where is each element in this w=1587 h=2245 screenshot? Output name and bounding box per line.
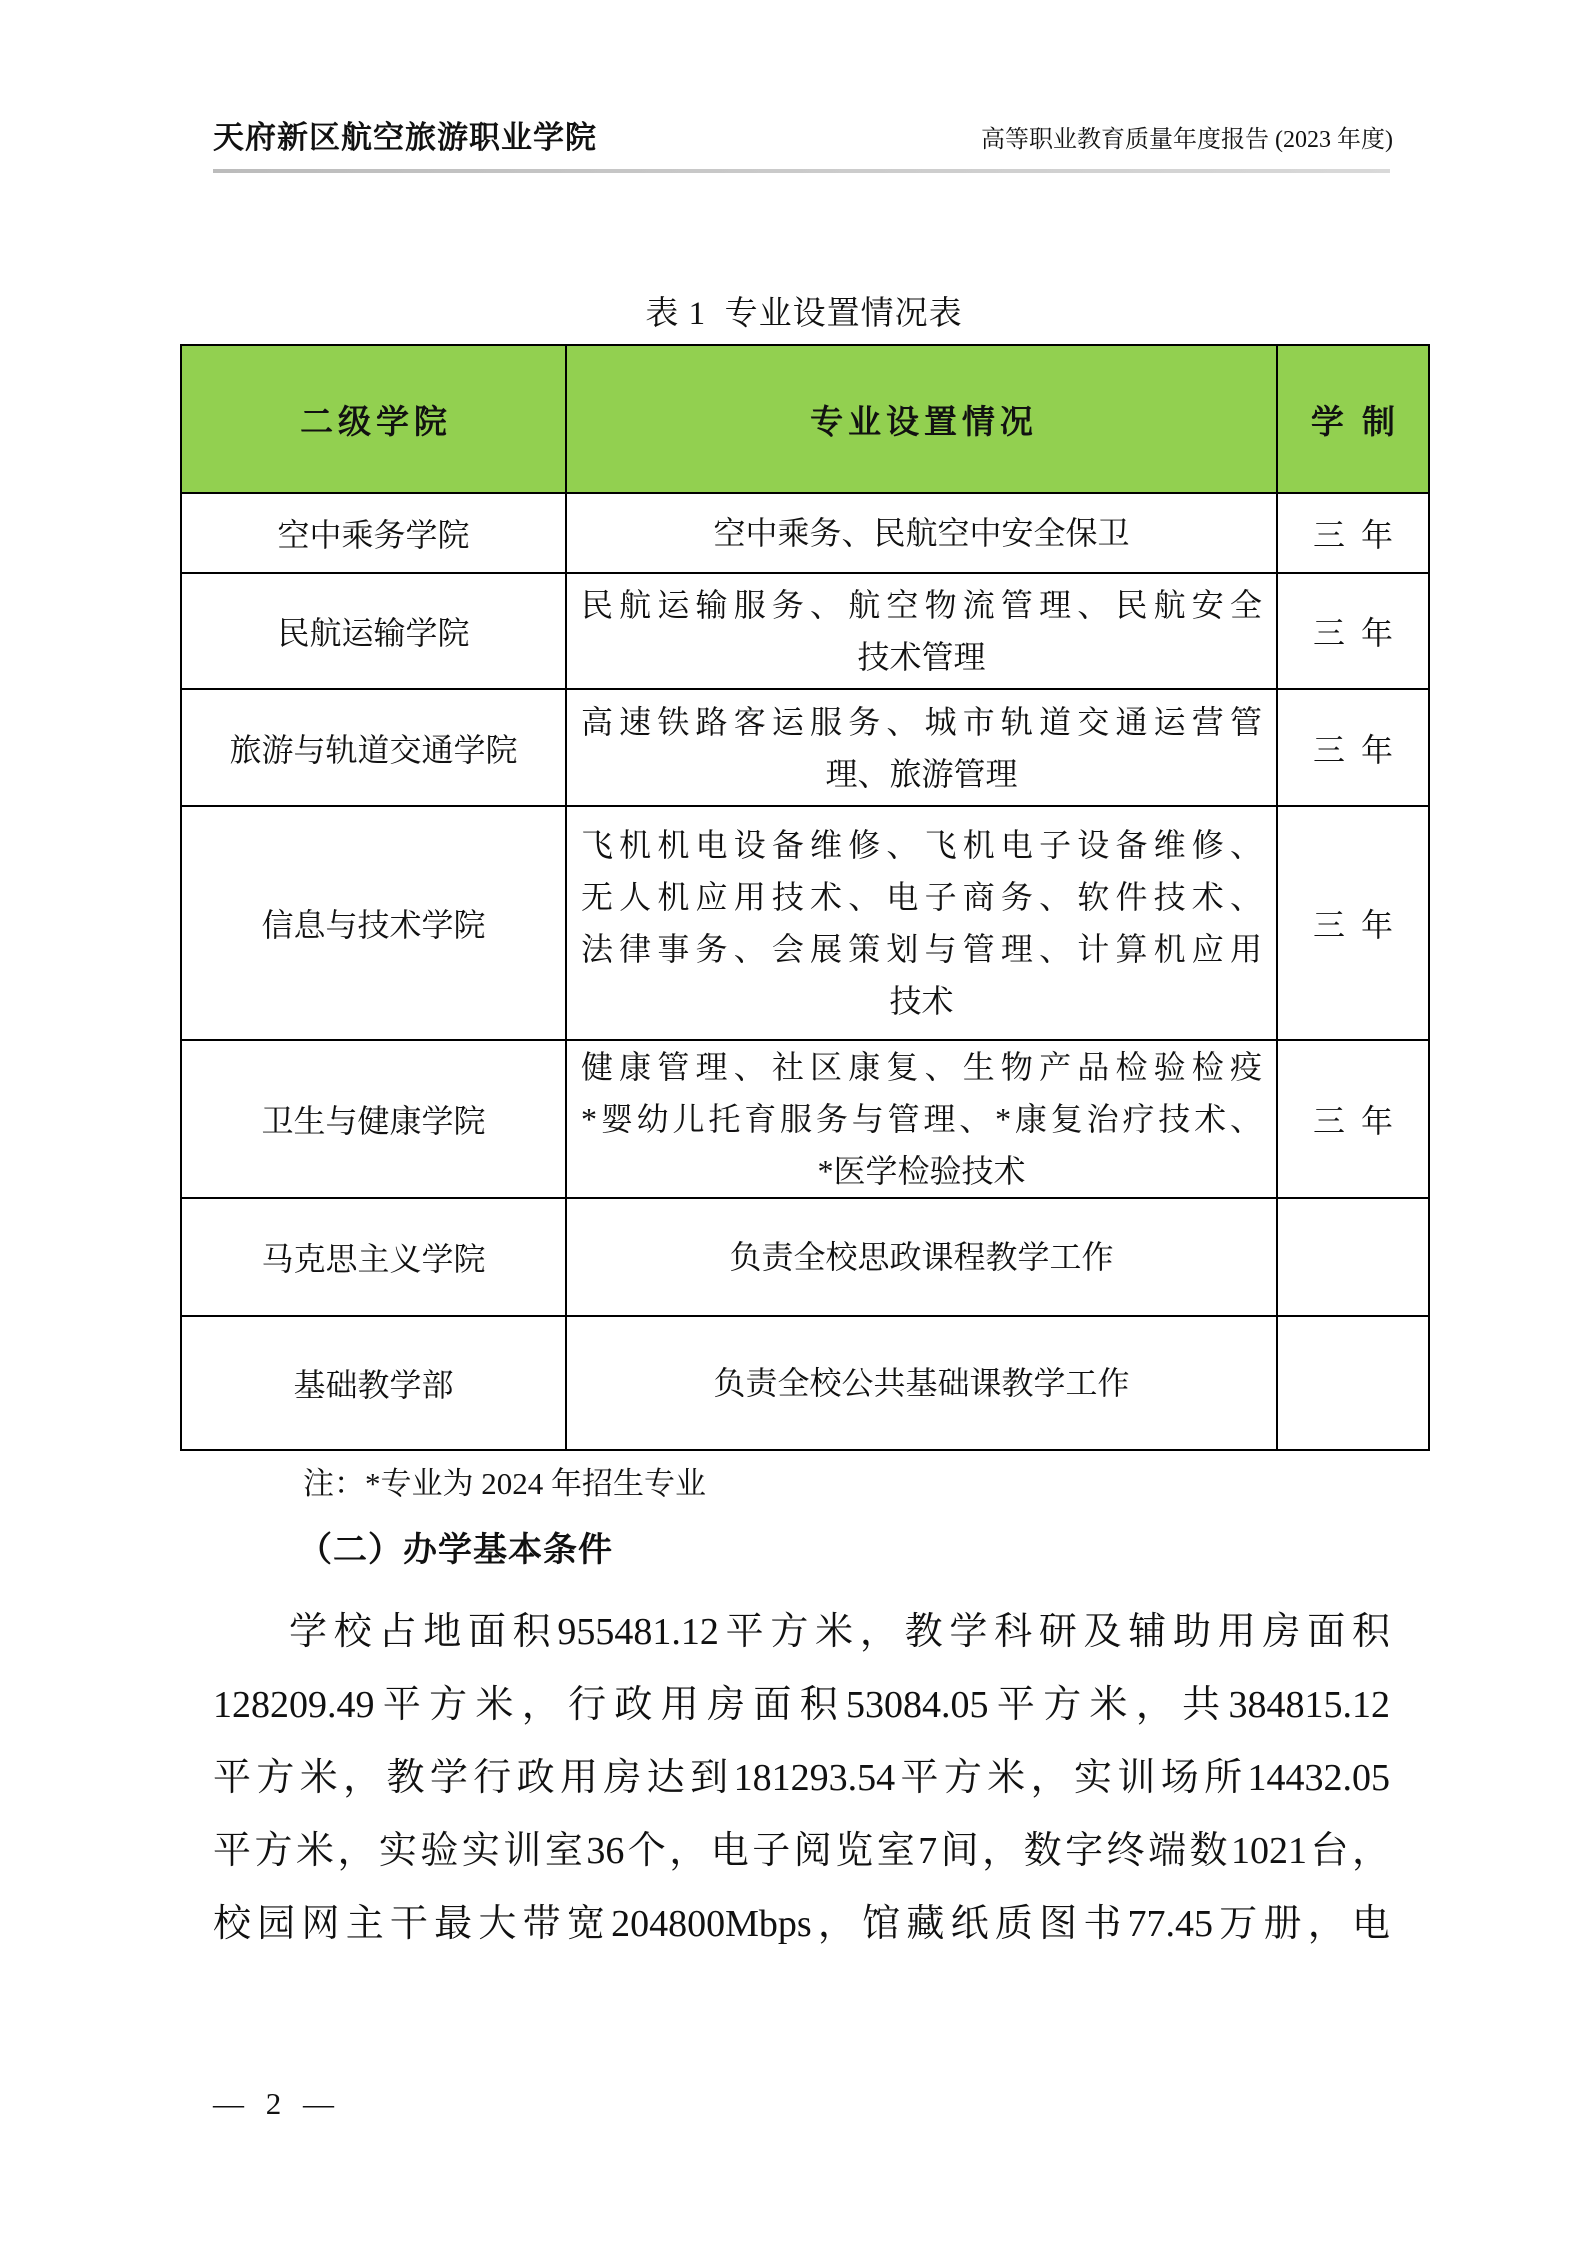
table-row [181, 806, 1429, 1040]
paragraph-line: 校园网主干最大带宽204800Mbps，馆藏纸质图书77.45万册，电 [213, 1903, 1390, 1945]
majors-table [180, 344, 1430, 1451]
specialty-cell [566, 1316, 1277, 1450]
specialty-cell [566, 1040, 1277, 1198]
specialty-line: 技术管理 [857, 639, 986, 675]
body-paragraph [213, 1596, 1390, 1961]
specialty-cell [566, 689, 1277, 806]
specialty-line: 飞机机电设备维修、飞机电子设备维修、 [581, 827, 1262, 863]
table-row [181, 1316, 1429, 1450]
table-caption: 表 1 专业设置情况表 [645, 296, 963, 332]
college-cell: 旅游与轨道交通学院 [181, 689, 566, 806]
duration-cell [1277, 1198, 1429, 1316]
duration-cell: 三年 [1277, 806, 1429, 1040]
table-note: 注：*专业为 2024 年招生专业 [303, 1466, 706, 1501]
college-cell: 民航运输学院 [181, 573, 566, 689]
specialty-line: 空中乘务、民航空中安全保卫 [713, 515, 1130, 551]
specialty-line: 理、旅游管理 [825, 755, 1018, 792]
duration-cell: 三年 [1277, 573, 1429, 689]
specialty-line: 无人机应用技术、电子商务、软件技术、 [581, 879, 1262, 915]
college-cell: 信息与技术学院 [181, 806, 566, 1040]
col-header-duration: 学制 [1277, 345, 1429, 493]
duration-cell: 三年 [1277, 1040, 1429, 1198]
specialty-cell [566, 1198, 1277, 1316]
specialty-line: 负责全校思政课程教学工作 [729, 1239, 1114, 1275]
specialty-line: 健康管理、社区康复、生物产品检验检疫 [581, 1049, 1262, 1085]
paragraph-line: 平方米，实验实训室36个，电子阅览室7间，数字终端数1021台， [213, 1830, 1390, 1872]
table-row [181, 573, 1429, 689]
school-name: 天府新区航空旅游职业学院 [213, 120, 597, 155]
specialty-cell [566, 493, 1277, 573]
duration-cell: 三年 [1277, 689, 1429, 806]
table-header-row [181, 345, 1429, 493]
duration-cell [1277, 1316, 1429, 1450]
college-cell: 基础教学部 [181, 1316, 566, 1450]
specialty-line: 高速铁路客运服务、城市轨道交通运营管 [581, 703, 1262, 740]
paragraph-line: 平方米，教学行政用房达到181293.54平方米，实训场所14432.05 [213, 1757, 1390, 1799]
table-row [181, 1040, 1429, 1198]
col-header-specialty: 专业设置情况 [566, 345, 1277, 493]
specialty-line: 法律事务、会展策划与管理、计算机应用 [581, 931, 1262, 967]
paragraph-line: 学校占地面积955481.12平方米，教学科研及辅助用房面积 [289, 1611, 1390, 1653]
paragraph-line: 128209.49平方米，行政用房面积53084.05平方米，共384815.12 [213, 1684, 1390, 1726]
duration-cell: 三年 [1277, 493, 1429, 573]
col-header-college: 二级学院 [181, 345, 566, 493]
specialty-cell [566, 573, 1277, 689]
table-row [181, 689, 1429, 806]
header-rule [213, 169, 1390, 173]
table-row [181, 1198, 1429, 1316]
college-cell: 卫生与健康学院 [181, 1040, 566, 1198]
specialty-line: 技术 [889, 983, 954, 1019]
table-row [181, 493, 1429, 573]
specialty-line: 负责全校公共基础课教学工作 [713, 1365, 1130, 1401]
section-heading: （二）办学基本条件 [298, 1532, 613, 1569]
running-header [213, 112, 1393, 157]
report-title: 高等职业教育质量年度报告 (2023 年度) [981, 127, 1393, 153]
specialty-line: 民航运输服务、航空物流管理、民航安全 [581, 587, 1262, 623]
specialty-line: *医学检验技术 [817, 1153, 1026, 1189]
specialty-line: *婴幼儿托育服务与管理、*康复治疗技术、 [581, 1101, 1262, 1137]
page-number: — 2 — [213, 2086, 341, 2121]
college-cell: 空中乘务学院 [181, 493, 566, 573]
specialty-cell [566, 806, 1277, 1040]
college-cell: 马克思主义学院 [181, 1198, 566, 1316]
